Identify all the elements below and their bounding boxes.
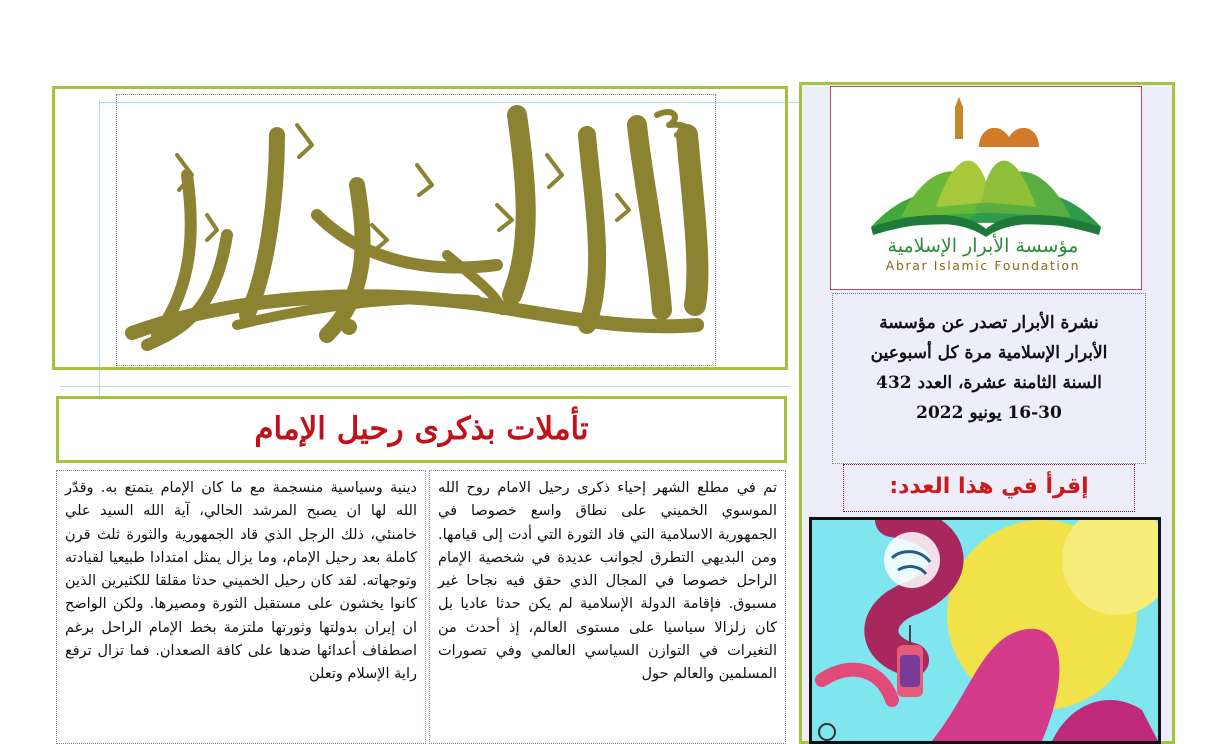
article-column-right: تم في مطلع الشهر إحياء ذكرى رحيل الامام روح الله الموسوي الخميني على نطاق واسع خصوصا في الجمهورية الاسلامية التي قاد الثورة التي أدت إلى قيامها. ومن البديهي التطرق لجوانب عديدة في شخصية الإمام الراحل خصوصا في المجال الذي حقق فيه نجاحا غير مسبوق. فإقامة الدولة الإسلامية لم يكن حدثا عاديا بل كان زلزالا سياسيا على مستوى العالم، إذ أحدث من التغيرات في التوازن السياسي العالمي وفي تصورات المسلمين والعالم حول [429,470,786,744]
logo-name-en: Abrar Islamic Foundation [885,258,1081,273]
info-line: نشرة الأبرار تصدر عن مؤسسة [879,313,1099,333]
toc-title: إقرأ في هذا العدد: [889,474,1089,499]
info-line: السنة الثامنة عشرة، العدد 432 [876,373,1102,393]
foundation-logo [830,86,1142,290]
article-column-left: دينية وسياسية منسجمة مع ما كان الإمام يتمتع به. وقدّر الله لها ان يصبح المرشد الحالي، آية الله السيد علي خامنئي، ذلك الرجل الذي قاد الجمهورية والثورة ثلث قرن كاملة بعد رحيل الإمام، وما يزال يمثل امتدادا طبيعيا لقيادته وتوجهاته. لقد كان رحيل الخميني حدثا مقلقا للكثيرين الذين كانوا يخشون على مستقبل الثورة ومصيرها. ولكن الواضح ان إيران بدولتها وثورتها ملتزمة بخط الإمام الراحل برغم اصطفاف أعدائها ضدها على كافة الصعدان. فما تزال ترفع راية الإسلام وتعلن [56,470,426,744]
masthead-calligraphy [117,95,715,365]
cover-artwork [812,520,1158,741]
cover-image [809,517,1161,744]
masthead-logo [116,94,716,366]
issue-info [832,293,1146,464]
info-line: الأبرار الإسلامية مرة كل أسبوعين [870,343,1108,363]
book-mosque-icon [831,87,1141,289]
logo-name-ar: مؤسسة الأبرار الإسلامية [887,235,1079,257]
info-line: 16-30 يونيو 2022 [916,403,1062,423]
guide-line [60,386,790,387]
article-headline: تأملات بذكرى رحيل الإمام [254,411,589,447]
